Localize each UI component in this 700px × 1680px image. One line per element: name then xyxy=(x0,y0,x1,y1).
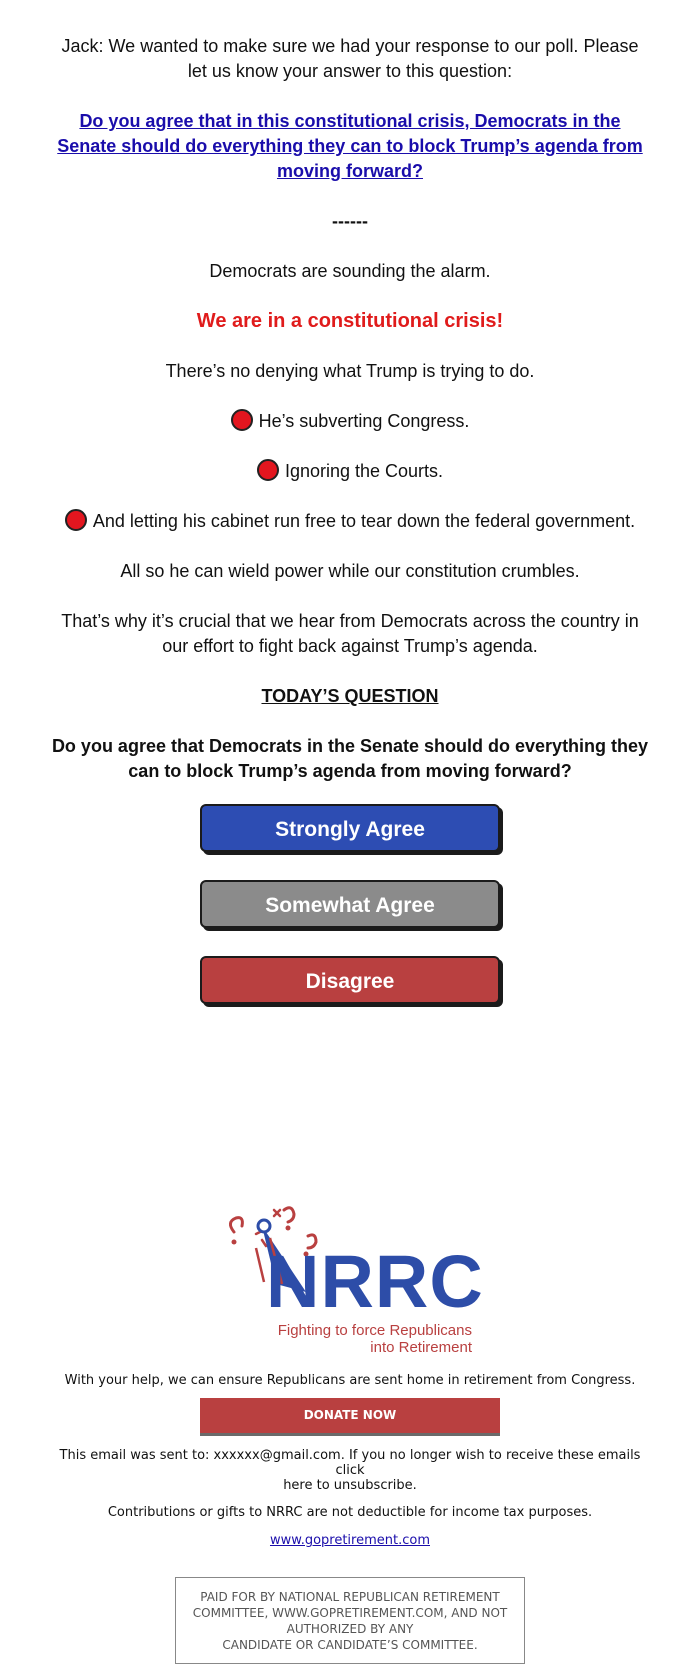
logo-tagline xyxy=(278,1322,472,1356)
intro-text xyxy=(50,34,650,84)
red-circle-icon xyxy=(65,509,87,531)
alarm-intro: Democrats are sounding the alarm. xyxy=(209,261,491,281)
no-denying-text: There’s no denying what Trump is trying to do. xyxy=(165,361,535,381)
question-line-2: can to block Trump’s agenda from moving forward? xyxy=(128,761,572,781)
strongly-agree-button[interactable]: Strongly Agree xyxy=(200,804,500,852)
intro-line-1: Jack: We wanted to make sure we had your response to our poll. Please xyxy=(61,36,639,56)
poll-question-link[interactable] xyxy=(50,109,650,184)
bullet-item-3 xyxy=(20,509,680,534)
todays-question-text xyxy=(40,734,660,784)
crucial-line-1: That’s why it’s crucial that we hear from Democrats across the country in xyxy=(61,611,639,631)
website-link[interactable]: www.gopretirement.com xyxy=(269,1533,430,1548)
bullet-item-2 xyxy=(50,459,650,484)
red-circle-icon xyxy=(257,459,279,481)
todays-question-heading: TODAY’S QUESTION xyxy=(261,686,439,706)
divider: ------ xyxy=(332,211,368,231)
bullet-text-3: And letting his cabinet run free to tear down the federal government. xyxy=(92,511,636,531)
red-circle-icon xyxy=(231,409,253,431)
wield-power-text: All so he can wield power while our constitution crumbles. xyxy=(120,561,580,581)
logo-wordmark: NRRC xyxy=(266,1240,484,1323)
bullet-item-1 xyxy=(50,409,650,434)
paid-for-disclaimer xyxy=(175,1577,525,1664)
somewhat-agree-button[interactable]: Somewhat Agree xyxy=(200,880,500,928)
poll-link-line-2[interactable]: Senate should do everything they can to block Trump’s agenda from xyxy=(57,136,643,156)
crisis-headline: We are in a constitutional crisis! xyxy=(196,310,504,332)
unsubscribe-link[interactable]: here to unsubscribe. xyxy=(283,1478,417,1493)
logo-tagline-line-1: Fighting to force Republicans xyxy=(277,1322,472,1339)
tax-note: Contributions or gifts to NRRC are not deductible for income tax purposes. xyxy=(107,1505,593,1520)
disclaimer-line-3: AUTHORIZED BY ANY xyxy=(286,1622,414,1636)
disclaimer-line-4: CANDIDATE OR CANDIDATE’S COMMITTEE. xyxy=(222,1638,478,1652)
disclaimer-line-2: COMMITTEE, WWW.GOPRETIREMENT.COM, AND NOT xyxy=(192,1606,508,1620)
disagree-button[interactable]: Disagree xyxy=(200,956,500,1004)
disclaimer-line-1: PAID FOR BY NATIONAL REPUBLICAN RETIREMENT xyxy=(200,1590,500,1604)
email-sent-notice xyxy=(50,1448,650,1493)
intro-line-2: let us know your answer to this question: xyxy=(187,61,513,81)
bullet-text-2: Ignoring the Courts. xyxy=(284,461,444,481)
question-line-1: Do you agree that Democrats in the Senate should do everything they xyxy=(51,736,649,756)
poll-link-line-1[interactable]: Do you agree that in this constitutional crisis, Democrats in the xyxy=(79,111,621,131)
email-sent-line-1: This email was sent to: xxxxxx@gmail.com. If you no longer wish to receive these emails click xyxy=(59,1448,641,1478)
bullet-text-1: He’s subverting Congress. xyxy=(258,411,470,431)
nrrc-logo xyxy=(220,1204,484,1364)
help-text: With your help, we can ensure Republicans are sent home in retirement from Congress. xyxy=(64,1373,636,1388)
donate-now-button[interactable]: DONATE NOW xyxy=(200,1398,500,1436)
crucial-text xyxy=(40,609,660,659)
crucial-line-2: our effort to fight back against Trump’s agenda. xyxy=(162,636,538,656)
logo-tagline-line-2: into Retirement xyxy=(370,1339,472,1356)
poll-link-line-3[interactable]: moving forward? xyxy=(276,161,423,181)
